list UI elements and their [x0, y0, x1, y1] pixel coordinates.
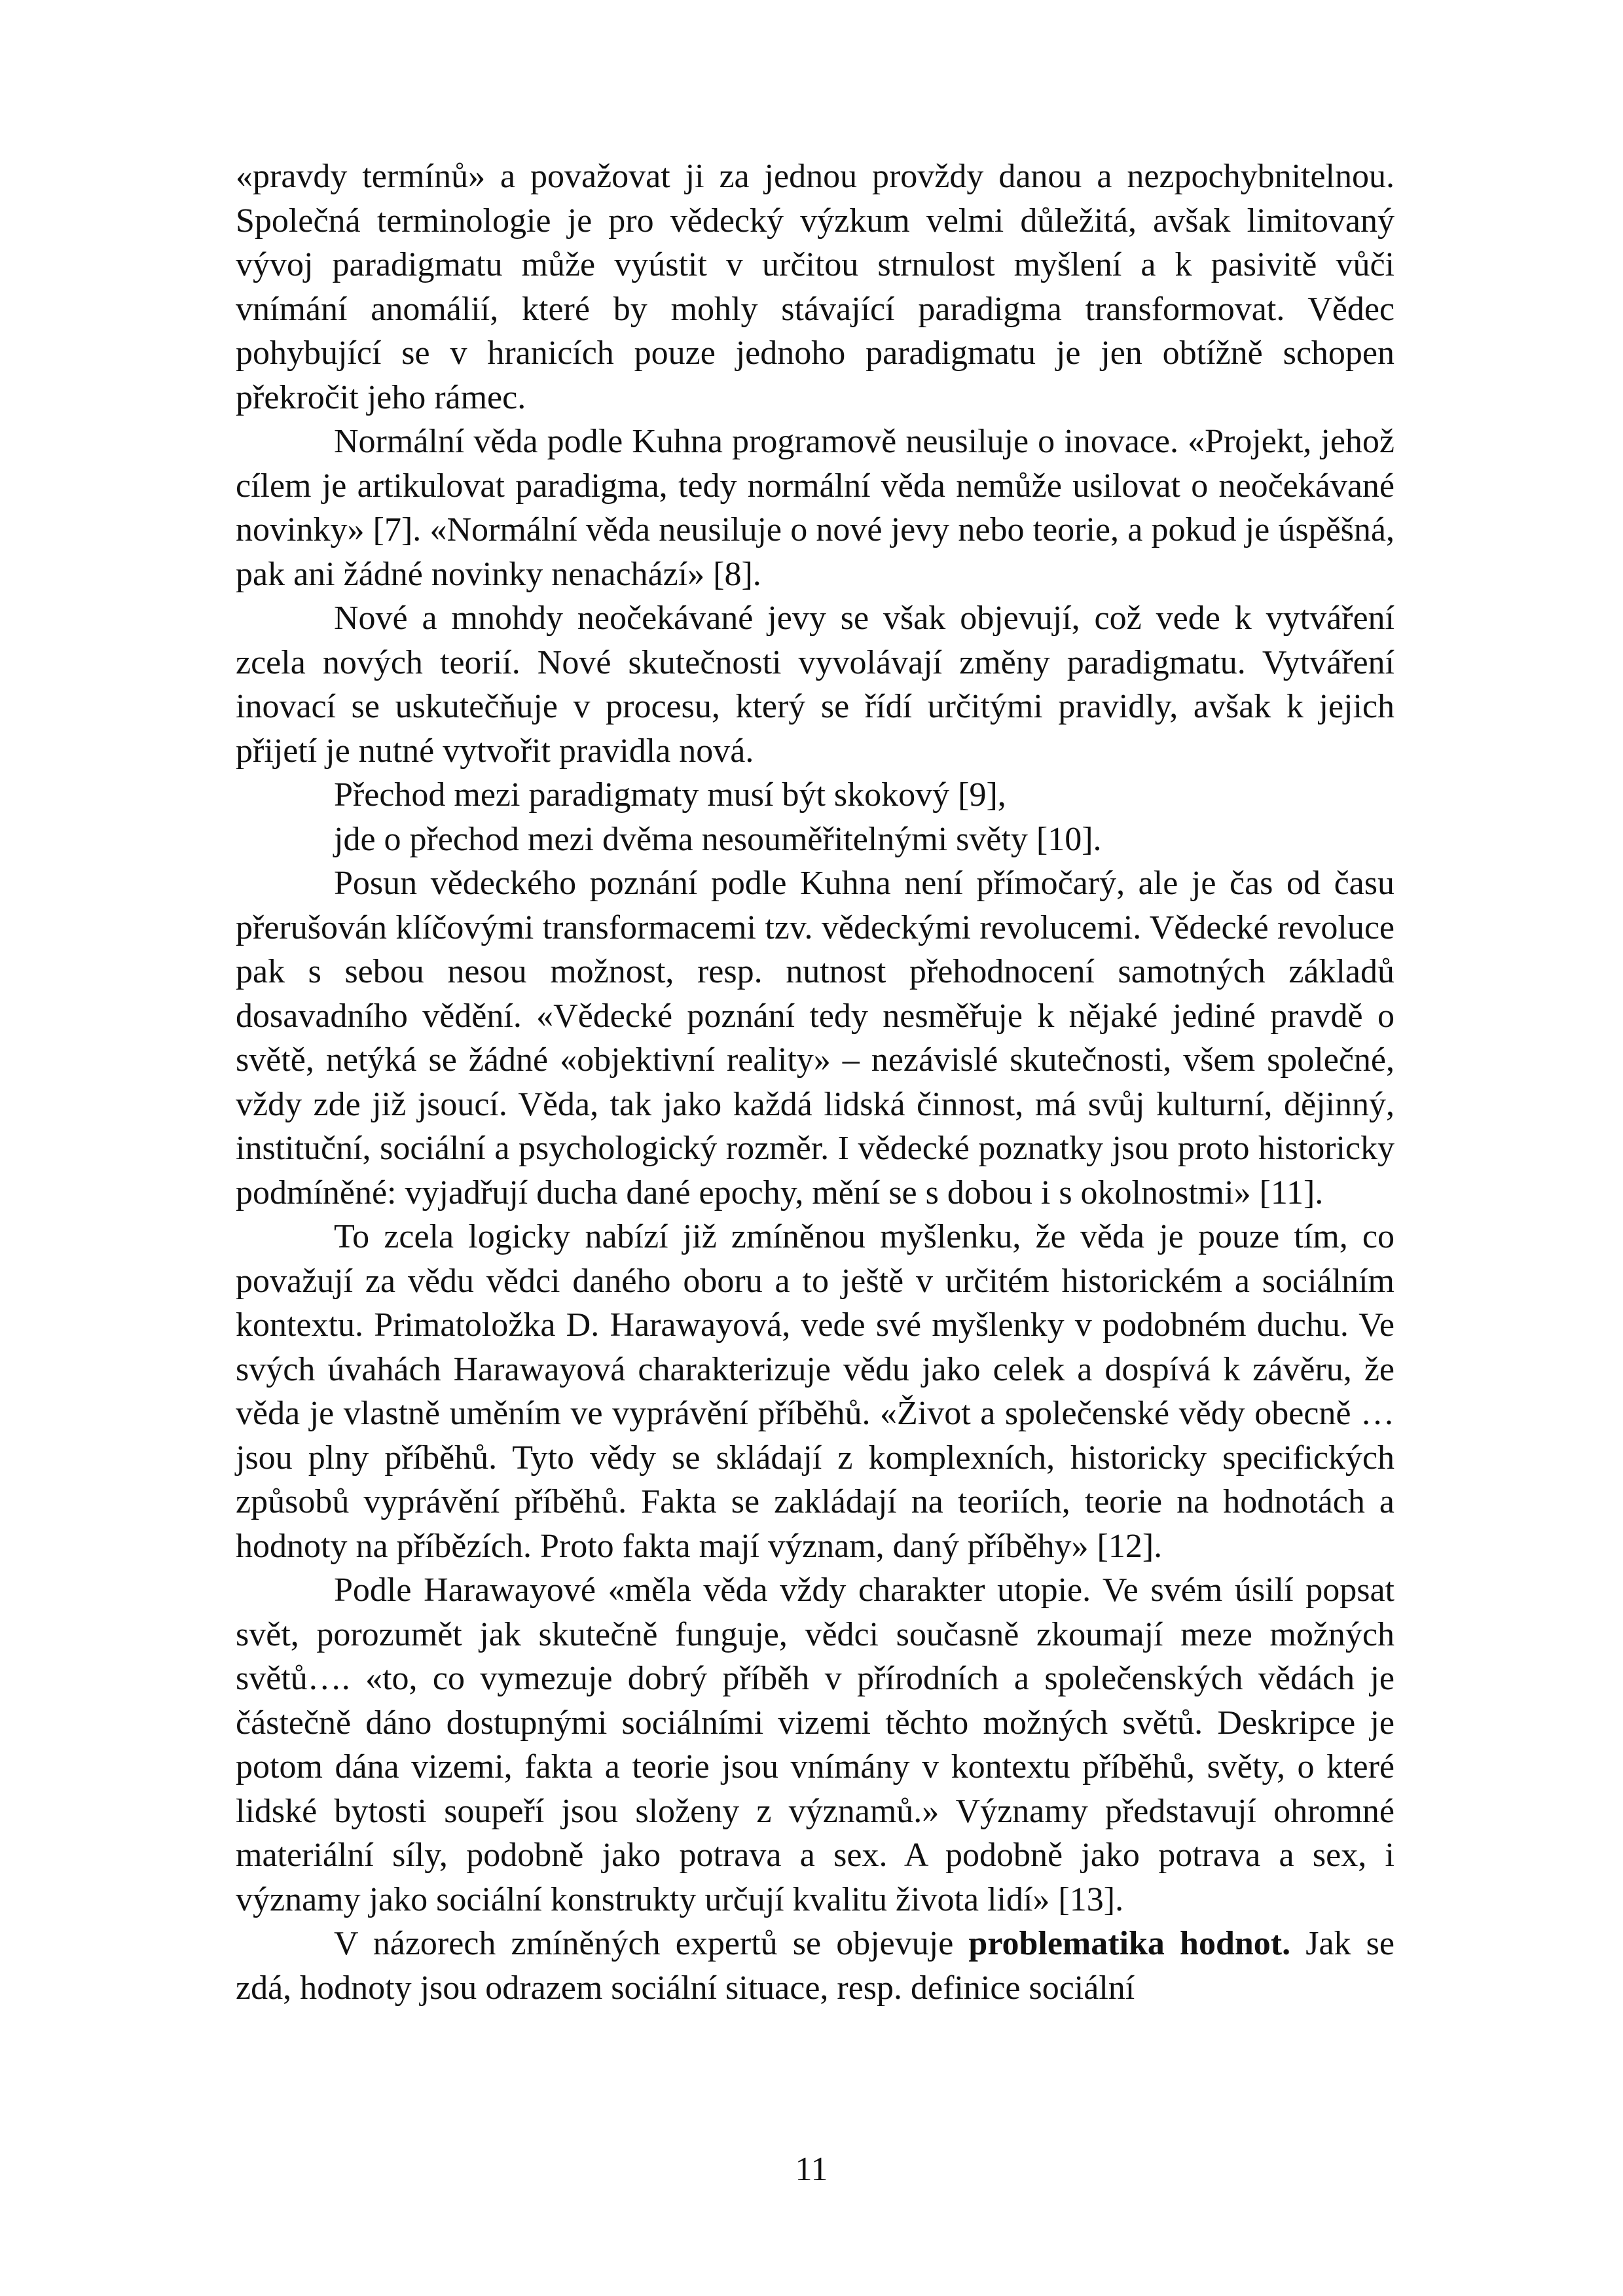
paragraph-6: Posun vědeckého poznání podle Kuhna není přímočarý, ale je čas od času přerušován klíčovými transformacemi tzv. vědeckými revolucemi. Vědecké revoluce pak s sebou nesou možnost, resp. nutnost přehodnocení samotných základů dosavadního vědění. «Vědecké poznání tedy nesměřuje k nějaké jediné pravdě o světě, netýká se žádné «objektivní reality» – nezávislé skutečnosti, všem společné, vždy zde již jsoucí. Věda, tak jako každá lidská činnost, má svůj kulturní, dějinný, instituční, sociální a psychologický rozměr. I vědecké poznatky jsou proto historicky podmíněné: vyjadřují ducha dané epochy, mění se s dobou i s okolnostmi» [11]. — [236, 865, 1395, 1211]
paragraph-4: Přechod mezi paradigmaty musí být skokový [9], — [334, 776, 1006, 814]
paragraph-1: «pravdy termínů» a považovat ji za jednou provždy danou a nezpochybnitelnou. Společná terminologie je pro vědecký výzkum velmi důležitá, avšak limitovaný vývoj paradigmatu může vyústit v určitou strnulost myšlení a k pasivitě vůči vnímání anomálií, které by mohly stávající paradigma transformovat. Vědec pohybující se v hranicích pouze jednoho paradigmatu je jen obtížně schopen překročit jeho rámec. — [236, 158, 1395, 416]
paragraph-9 — [236, 1922, 1395, 2010]
page-body — [236, 154, 1395, 2010]
paragraph-3: Nové a mnohdy neočekávané jevy se však objevují, což vede k vytváření zcela nových teorií. Nové skutečnosti vyvolávají změny paradigmatu. Vytváření inovací se uskutečňuje v procesu, který se řídí určitými pravidly, avšak k jejich přijetí je nutné vytvořit pravidla nová. — [236, 600, 1395, 770]
paragraph-7: To zcela logicky nabízí již zmíněnou myšlenku, že věda je pouze tím, co považují za vědu vědci daného oboru a to ještě v určitém historickém a sociálním kontextu. Primatoložka D. Harawayová, vede své myšlenky v podobném duchu. Ve svých úvahách Harawayová charakterizuje vědu jako celek a dospívá k závěru, že věda je vlastně uměním ve vyprávění příběhů. «Život a společenské vědy obecně …jsou plny příběhů. Tyto vědy se skládají z komplexních, historicky specifických způsobů vyprávění příběhů. Fakta se zakládají na teoriích, teorie na hodnotách a hodnoty na příbězích. Proto fakta mají význam, daný příběhy» [12]. — [236, 1218, 1395, 1565]
paragraph-2: Normální věda podle Kuhna programově neusiluje o inovace. «Projekt, jehož cílem je artikulovat paradigma, tedy normální věda nemůže usilovat o neočekávané novinky» [7]. «Normální věda neusiluje o nové jevy nebo teorie, a pokud je úspěšná, pak ani žádné novinky nenachází» [8]. — [236, 423, 1395, 593]
bold-term: problematika hodnot. — [968, 1925, 1291, 1962]
paragraph-8: Podle Harawayové «měla věda vždy charakter utopie. Ve svém úsilí popsat svět, porozumět jak skutečně funguje, vědci současně zkoumají meze možných světů…. «to, co vymezuje dobrý příběh v přírodních a společenských vědách je částečně dáno dostupnými sociálními vizemi těchto možných světů. Deskripce je potom dána vizemi, fakta a teorie jsou vnímány v kontextu příběhů, světy, o které lidské bytosti soupeří jsou složeny z významů.» Významy představují ohromné materiální síly, podobně jako potrava a sex. A podobně jako potrava a sex, i významy jako sociální konstrukty určují kvalitu života lidí» [13]. — [236, 1571, 1395, 1918]
paragraph-9-before: V názorech zmíněných expertů se objevuje — [334, 1925, 969, 1962]
paragraph-9-after: Jak se zdá, hodnoty jsou odrazem sociální situace, resp. definice sociální — [236, 1925, 1395, 2007]
page-number: 11 — [795, 2151, 828, 2188]
paragraph-5: jde o přechod mezi dvěma nesouměřitelnými světy [10]. — [334, 820, 1102, 858]
